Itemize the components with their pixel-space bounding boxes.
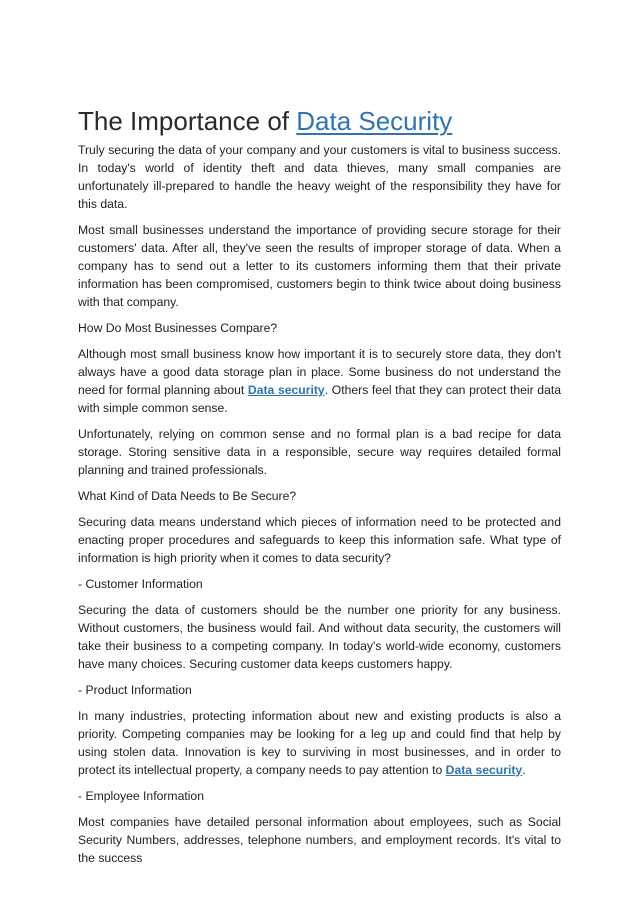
title-prefix: The Importance of xyxy=(78,106,297,136)
paragraph-securing-data: Securing data means understand which pieces of information need to be protected and enacting proper procedures and safeguards to keep this information safe. What type of information is high priority when it comes to data security? xyxy=(78,515,561,565)
paragraph-storage-plan-text-after: . Others feel that they can protect their data with simple common sense. xyxy=(78,383,562,415)
page-title xyxy=(78,104,561,138)
paragraph-customer-data: Securing the data of customers should be the number one priority for any business. Without customers, the business would fail. And without data security, the customers will take their business to a competing company. In today's world-wide economy, customers have many choices. Securing customer data keeps customers happy. xyxy=(78,603,561,671)
heading-what-data: What Kind of Data Needs to Be Secure? xyxy=(78,489,297,503)
data-security-link[interactable]: Data security xyxy=(247,383,325,397)
heading-employee-information: - Employee Information xyxy=(78,789,204,803)
paragraph-small-businesses: Most small businesses understand the importance of providing secure storage for their customers' data. After all, they've seen the results of improper storage of data. When a company has to send out a letter to its customers informing them that their private information has been compromised, customers begin to think twice about doing business with that company. xyxy=(78,223,561,309)
paragraph-product-data xyxy=(78,707,561,779)
heading-how-businesses-compare: How Do Most Businesses Compare? xyxy=(78,321,278,335)
title-data-security-link[interactable]: Data Security xyxy=(296,106,453,136)
data-security-link-2[interactable]: Data security xyxy=(445,763,523,777)
paragraph-product-data-text-before: In many industries, protecting information about new and existing products is also a priority. Competing companies may be looking for a leg up and could find that help by using stolen data. Innovation is key to surviving in most businesses, and in order to protect its intellectual property, a company needs to pay attention to xyxy=(78,709,561,777)
heading-product-information: - Product Information xyxy=(78,683,192,697)
paragraph-intro: Truly securing the data of your company and your customers is vital to business success. In today's world of identity theft and data thieves, many small companies are unfortunately ill-prepared to handle the heavy weight of the responsibility they have for this data. xyxy=(78,143,561,211)
paragraph-product-data-text-after: . xyxy=(522,763,526,777)
paragraph-storage-plan xyxy=(78,345,561,417)
paragraph-common-sense: Unfortunately, relying on common sense and no formal plan is a bad recipe for data storage. Storing sensitive data in a responsible, secure way requires detailed formal planning and trained professionals. xyxy=(78,427,561,477)
paragraph-employee-data: Most companies have detailed personal information about employees, such as Social Security Numbers, addresses, telephone numbers, and employment records. It's vital to the success xyxy=(78,815,561,865)
paragraph-storage-plan-text-before: Although most small business know how important it is to securely store data, they don't always have a good data storage plan in place. Some business do not understand the need for formal planning about xyxy=(78,347,561,397)
heading-customer-information: - Customer Information xyxy=(78,577,203,591)
document-page xyxy=(78,104,561,875)
